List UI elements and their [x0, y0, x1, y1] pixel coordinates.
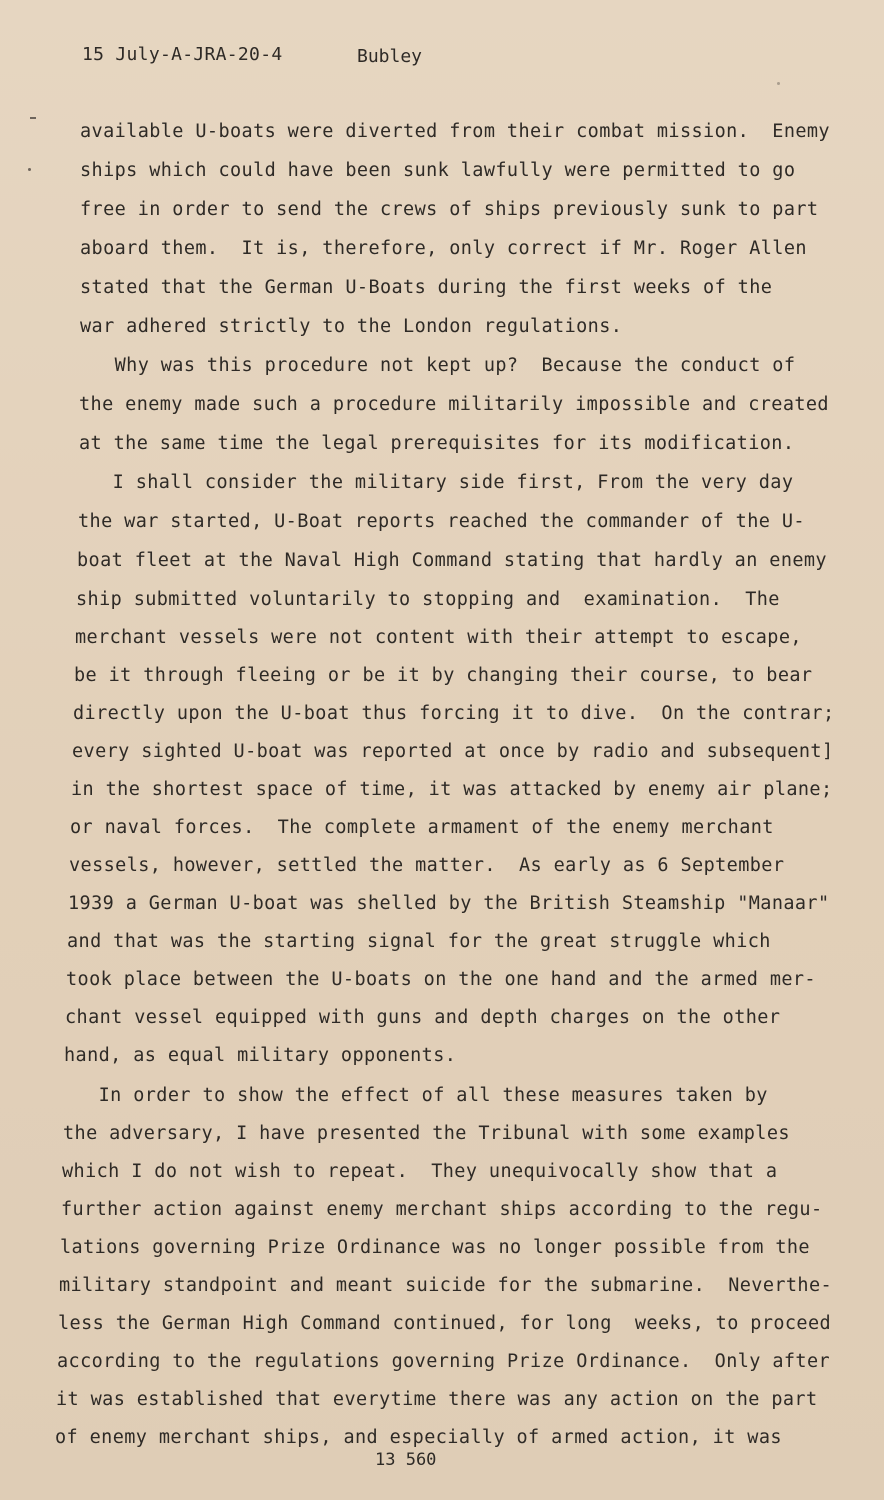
text-line: at the same time the legal prerequisites for its modification. [79, 433, 795, 454]
text-line: it was established that everytime there was any action on the part [56, 1389, 818, 1410]
text-line: every sighted U-boat was reported at once by radio and subsequent] [72, 741, 834, 762]
text-line: I shall consider the military side first, From the very day [78, 472, 794, 493]
text-line: 1939 a German U-boat was shelled by the British Steamship "Manaar" [68, 893, 830, 914]
margin-mark [30, 117, 36, 119]
text-line: In order to show the effect of all these measures taken by [64, 1085, 768, 1106]
text-line: merchant vessels were not content with their attempt to escape, [75, 627, 802, 648]
text-line: took place between the U-boats on the one hand and the armed mer- [66, 969, 816, 990]
text-line: the war started, U-Boat reports reached the commander of the U- [78, 511, 805, 532]
text-line: be it through fleeing or be it by changing their course, to bear [74, 665, 813, 686]
typist-name: Bubley [357, 46, 423, 67]
text-line: ships which could have been sunk lawfully were permitted to go [80, 160, 796, 181]
text-line: aboard them. It is, therefore, only correct if Mr. Roger Allen [80, 238, 807, 259]
text-line: available U-boats were diverted from their combat mission. Enemy [80, 121, 830, 142]
text-line: stated that the German U-Boats during the first weeks of the [80, 277, 773, 298]
text-line: or naval forces. The complete armament of the enemy merchant [70, 817, 774, 838]
text-line: ship submitted voluntarily to stopping and examination. The [76, 589, 780, 610]
text-line: further action against enemy merchant ships according to the regu- [61, 1199, 823, 1220]
file-reference: 15 July-A-JRA-20-4 [82, 44, 283, 65]
text-line: of enemy merchant ships, and especially of armed action, it was [55, 1427, 782, 1448]
text-line: war adhered strictly to the London regulations. [80, 316, 623, 337]
text-line: directly upon the U-boat thus forcing it to dive. On the contrar; [73, 703, 835, 724]
margin-dot [28, 168, 31, 171]
text-line: and that was the starting signal for the great struggle which [67, 931, 771, 952]
margin-dot [777, 82, 780, 85]
text-line: which I do not wish to repeat. They unequivocally show that a [62, 1161, 778, 1182]
text-line: Why was this procedure not kept up? Because the conduct of [80, 355, 796, 376]
text-line: the adversary, I have presented the Tribunal with some examples [63, 1123, 790, 1144]
text-line: the enemy made such a procedure militarily impossible and created [79, 394, 829, 415]
text-line: in the shortest space of time, it was attacked by enemy air plane; [71, 779, 833, 800]
text-line: vessels, however, settled the matter. As early as 6 September [69, 855, 785, 876]
text-line: hand, as equal military opponents. [64, 1045, 457, 1066]
text-line: chant vessel equipped with guns and depth charges on the other [65, 1007, 781, 1028]
page-number: 13 560 [375, 1450, 437, 1470]
text-line: according to the regulations governing Prize Ordinance. Only after [57, 1351, 831, 1372]
text-line: less the German High Command continued, for long weeks, to proceed [58, 1313, 832, 1334]
text-line: free in order to send the crews of ships previously sunk to part [80, 199, 819, 220]
text-line: military standpoint and meant suicide for the submarine. Neverthe- [59, 1275, 833, 1296]
text-line: boat fleet at the Naval High Command stating that hardly an enemy [77, 550, 827, 571]
text-line: lations governing Prize Ordinance was no longer possible from the [60, 1237, 810, 1258]
